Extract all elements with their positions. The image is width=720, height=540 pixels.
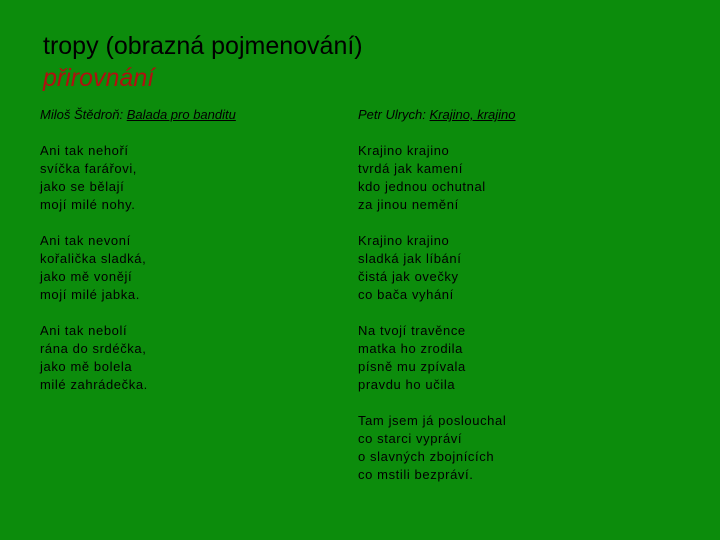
poem-line: kdo jednou ochutnal	[358, 179, 486, 194]
poem-line: tvrdá jak kamení	[358, 161, 463, 176]
poem-line: jako mě bolela	[40, 359, 133, 374]
stanza	[40, 322, 350, 394]
poem-line: za jinou nemění	[358, 197, 459, 212]
poem-line: písně mu zpívala	[358, 359, 466, 374]
poem-line: co bača vyhání	[358, 287, 454, 302]
poem-line: co starci vypráví	[358, 431, 463, 446]
stanza	[358, 322, 668, 394]
slide-title: tropy (obrazná pojmenování)	[43, 32, 363, 60]
stanza	[358, 412, 668, 484]
poem-line: rána do srdéčka,	[40, 341, 147, 356]
poem-line: Ani tak nebolí	[40, 323, 128, 338]
poem-line: jako se bělají	[40, 179, 125, 194]
poem-line: Ani tak nevoní	[40, 233, 131, 248]
poem-line: Na tvojí travěnce	[358, 323, 466, 338]
poem-right-heading	[358, 106, 668, 124]
poem-left-author: Miloš Štědroň:	[40, 107, 127, 122]
poem-line: sladká jak líbání	[358, 251, 462, 266]
poem-line: mojí milé jabka.	[40, 287, 140, 302]
stanza	[40, 142, 350, 214]
stanza	[358, 142, 668, 214]
poem-right-title: Krajino, krajino	[429, 107, 516, 122]
poem-line: milé zahrádečka.	[40, 377, 148, 392]
poem-line: kořalička sladká,	[40, 251, 147, 266]
poem-line: co mstili bezpráví.	[358, 467, 474, 482]
poem-line: jako mě vonějí	[40, 269, 133, 284]
poem-left-title: Balada pro banditu	[126, 107, 236, 122]
poem-right-author: Petr Ulrych:	[358, 107, 430, 122]
stanza	[40, 232, 350, 304]
poem-line: o slavných zbojnících	[358, 449, 495, 464]
poem-line: Krajino krajino	[358, 143, 450, 158]
stanza	[358, 232, 668, 304]
poem-line: matka ho zrodila	[358, 341, 463, 356]
poem-line: mojí milé nohy.	[40, 197, 136, 212]
poem-line: Ani tak nehoří	[40, 143, 129, 158]
poem-line: Krajino krajino	[358, 233, 450, 248]
poem-line: pravdu ho učila	[358, 377, 456, 392]
slide-subtitle: přirovnání	[43, 64, 155, 92]
poem-left	[40, 106, 350, 412]
poem-line: čistá jak ovečky	[358, 269, 459, 284]
poem-left-heading	[40, 106, 350, 124]
poem-line: svíčka farářovi,	[40, 161, 138, 176]
poem-right	[358, 106, 668, 502]
poem-line: Tam jsem já poslouchal	[358, 413, 507, 428]
